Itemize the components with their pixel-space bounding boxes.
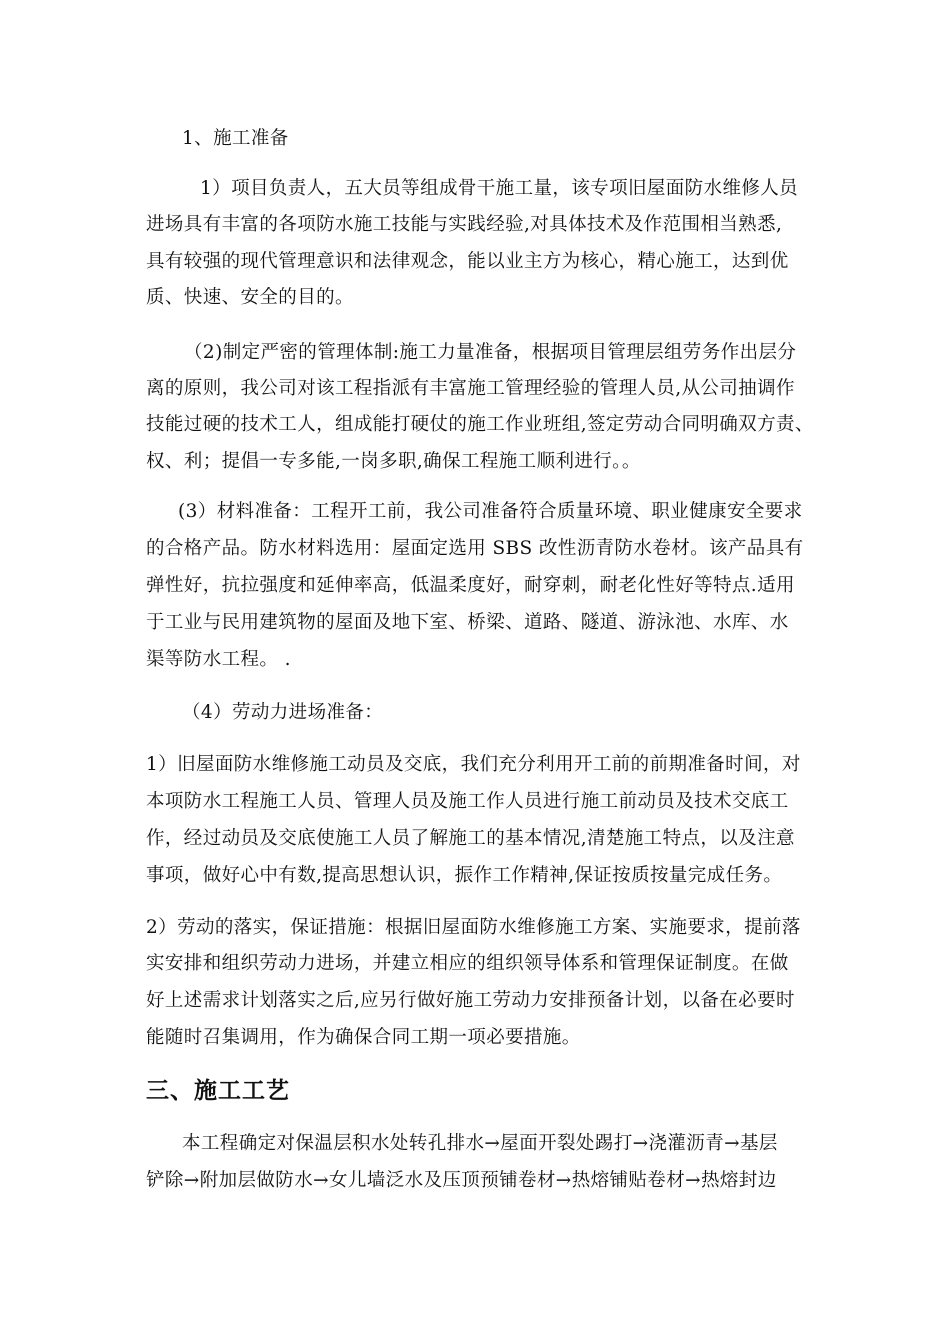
- paragraph-line: 于工业与民用建筑物的屋面及地下室、桥梁、道路、隧道、游泳池、水库、水: [146, 612, 789, 633]
- paragraph-line: 1）旧屋面防水维修施工动员及交底，我们充分利用开工前的前期准备时间，对: [146, 754, 801, 775]
- subsection-title: （4）劳动力进场准备：: [182, 702, 384, 723]
- section-title: 1、施工准备: [182, 128, 289, 149]
- paragraph-line: 铲除→附加层做防水→女儿墙泛水及压顶预铺卷材→热熔铺贴卷材→热熔封边: [146, 1170, 777, 1191]
- paragraph-line: 事项，做好心中有数,提高思想认识，振作工作精神,保证按质按量完成任务。: [146, 865, 783, 886]
- paragraph-line: 好上述需求计划落实之后,应另行做好施工劳动力安排预备计划，以备在必要时: [146, 990, 795, 1011]
- paragraph-line: 1）项目负责人，五大员等组成骨干施工量，该专项旧屋面防水维修人员: [200, 178, 799, 199]
- paragraph-line: 权、利；提倡一专多能,一岗多职,确保工程施工顺利进行。。: [146, 451, 641, 472]
- paragraph-line: 本项防水工程施工人员、管理人员及施工作人员进行施工前动员及技术交底工: [146, 791, 789, 812]
- paragraph-line: 弹性好，抗拉强度和延伸率高，低温柔度好，耐穿刺，耐老化性好等特点.适用: [146, 575, 795, 596]
- paragraph-line: 作，经过动员及交底使施工人员了解施工的基本情况,清楚施工特点，以及注意: [146, 828, 795, 849]
- paragraph-line: 质、快速、安全的目的。: [146, 287, 354, 308]
- paragraph-line: 能随时召集调用，作为确保合同工期一项必要措施。: [146, 1027, 581, 1048]
- paragraph-line: （2)制定严密的管理体制:施工力量准备，根据项目管理层组劳务作出层分: [184, 342, 797, 363]
- paragraph-line: (3）材料准备：工程开工前，我公司准备符合质量环境、职业健康安全要求: [178, 501, 803, 522]
- section-heading: 三、施工工艺: [146, 1077, 290, 1104]
- paragraph-line: 离的原则，我公司对该工程指派有丰富施工管理经验的管理人员,从公司抽调作: [146, 378, 795, 399]
- paragraph-line: 的合格产品。防水材料选用：屋面定选用 SBS 改性沥青防水卷材。该产品具有: [146, 538, 804, 559]
- paragraph-line: 渠等防水工程。 .: [146, 649, 291, 670]
- paragraph-line: 具有较强的现代管理意识和法律观念，能以业主方为核心，精心施工，达到优: [146, 251, 789, 272]
- paragraph-line: 本工程确定对保温层积水处转孔排水→屋面开裂处踢打→浇灌沥青→基层: [182, 1133, 778, 1154]
- paragraph-line: 实安排和组织劳动力进场，并建立相应的组织领导体系和管理保证制度。在做: [146, 953, 789, 974]
- paragraph-line: 进场具有丰富的各项防水施工技能与实践经验,对具体技术及作范围相当熟悉,: [146, 214, 783, 235]
- paragraph-line: 2）劳动的落实，保证措施：根据旧屋面防水维修施工方案、实施要求，提前落: [146, 917, 801, 938]
- paragraph-line: 技能过硬的技术工人，组成能打硬仗的施工作业班组,签定劳动合同明确双方责、: [146, 414, 814, 435]
